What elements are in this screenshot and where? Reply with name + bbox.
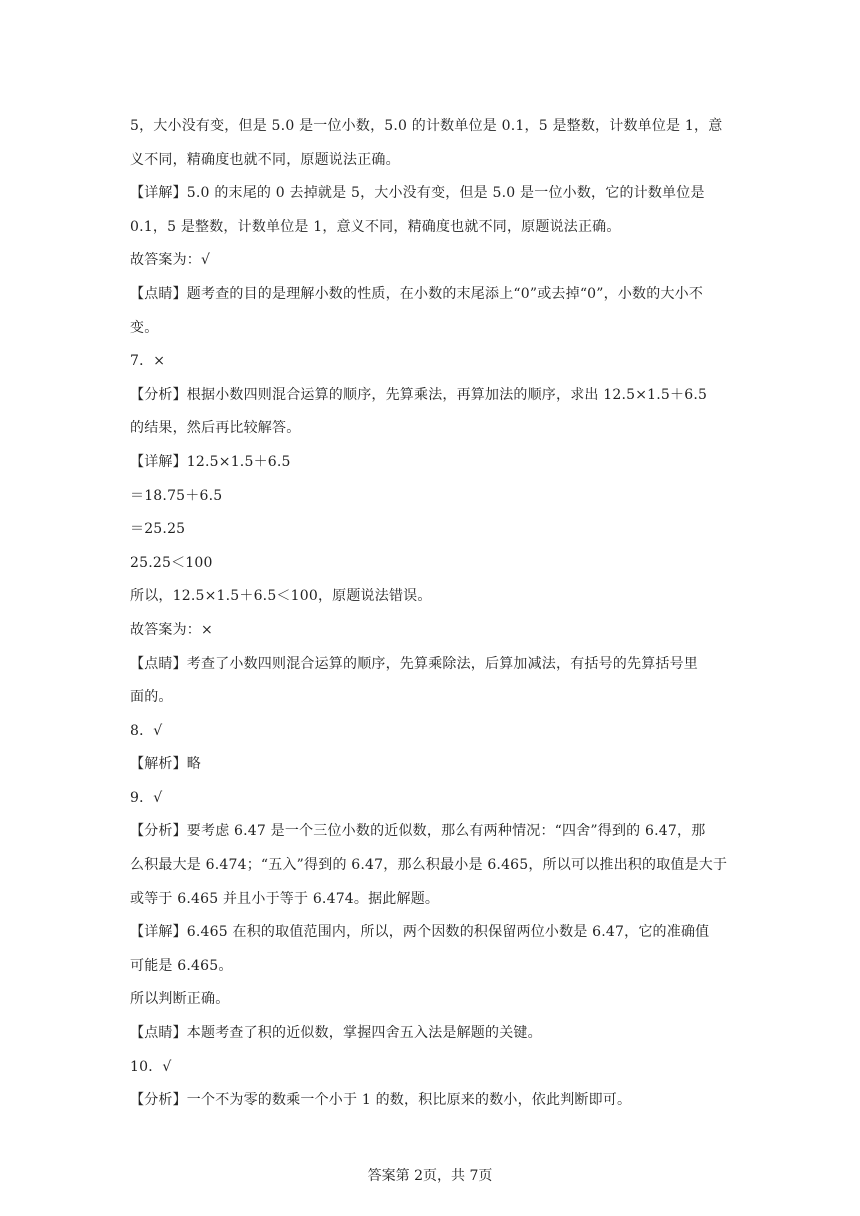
text-line: 【分析】根据小数四则混合运算的顺序，先算乘法，再算加法的顺序，求出 12.5×1.5＋6.5	[130, 386, 708, 403]
text-line: 【分析】一个不为零的数乘一个小于 1 的数，积比原来的数小，依此判断即可。	[130, 1092, 632, 1109]
text-line: 25.25＜100	[130, 554, 213, 571]
text-line: 所以，12.5×1.5＋6.5＜100，原题说法错误。	[130, 588, 432, 605]
text-line: 8．√	[130, 722, 163, 739]
text-line: 面的。	[130, 689, 173, 706]
text-line: ＝18.75＋6.5	[130, 487, 223, 504]
text-line: 7．×	[130, 353, 166, 370]
text-line: 的结果，然后再比较解答。	[130, 420, 301, 437]
text-line: 所以判断正确。	[130, 991, 230, 1008]
text-line: 【详解】6.465 在积的取值范围内，所以，两个因数的积保留两位小数是 6.47，它的准确值	[130, 924, 710, 941]
text-line: 【详解】12.5×1.5＋6.5	[130, 453, 291, 470]
text-line: 变。	[130, 319, 159, 336]
text-line: 故答案为：√	[130, 252, 211, 269]
answer-text-body	[130, 110, 730, 1118]
text-line: 【分析】要考虑 6.47 是一个三位小数的近似数，那么有两种情况：“四舍”得到的 6.47，那	[130, 823, 706, 840]
text-line: ＝25.25	[130, 521, 186, 538]
text-line: 义不同，精确度也就不同，原题说法正确。	[130, 151, 400, 168]
text-line: 10．√	[130, 1058, 172, 1075]
text-line: 【点睛】本题考查了积的近似数，掌握四舍五入法是解题的关键。	[130, 1025, 542, 1042]
page-footer: 答案第 2页，共 7页	[367, 1168, 493, 1184]
text-line: 9．√	[130, 789, 163, 806]
text-line: 可能是 6.465。	[130, 957, 233, 974]
text-line: 【点睛】考查了小数四则混合运算的顺序，先算乘除法，后算加减法，有括号的先算括号里	[130, 655, 698, 672]
text-line: 么积最大是 6.474；“五入”得到的 6.47，那么积最小是 6.465，所以可以推出积的取值是大于	[130, 857, 728, 874]
text-line: 【详解】5.0 的末尾的 0 去掉就是 5，大小没有变，但是 5.0 是一位小数，它的计数单位是	[130, 185, 705, 202]
text-line: 【解析】略	[130, 756, 201, 773]
text-line: 0.1，5 是整数，计数单位是 1，意义不同，精确度也就不同，原题说法正确。	[130, 218, 621, 235]
text-line: 或等于 6.465 并且小于等于 6.474。据此解题。	[130, 890, 440, 907]
text-line: 故答案为：×	[130, 621, 213, 638]
text-line: 5，大小没有变，但是 5.0 是一位小数，5.0 的计数单位是 0.1，5 是整数，计数单位是 1，意	[130, 118, 723, 134]
text-line: 【点睛】题考查的目的是理解小数的性质，在小数的末尾添上“0”或去掉“0”，小数的大小不	[130, 285, 704, 302]
